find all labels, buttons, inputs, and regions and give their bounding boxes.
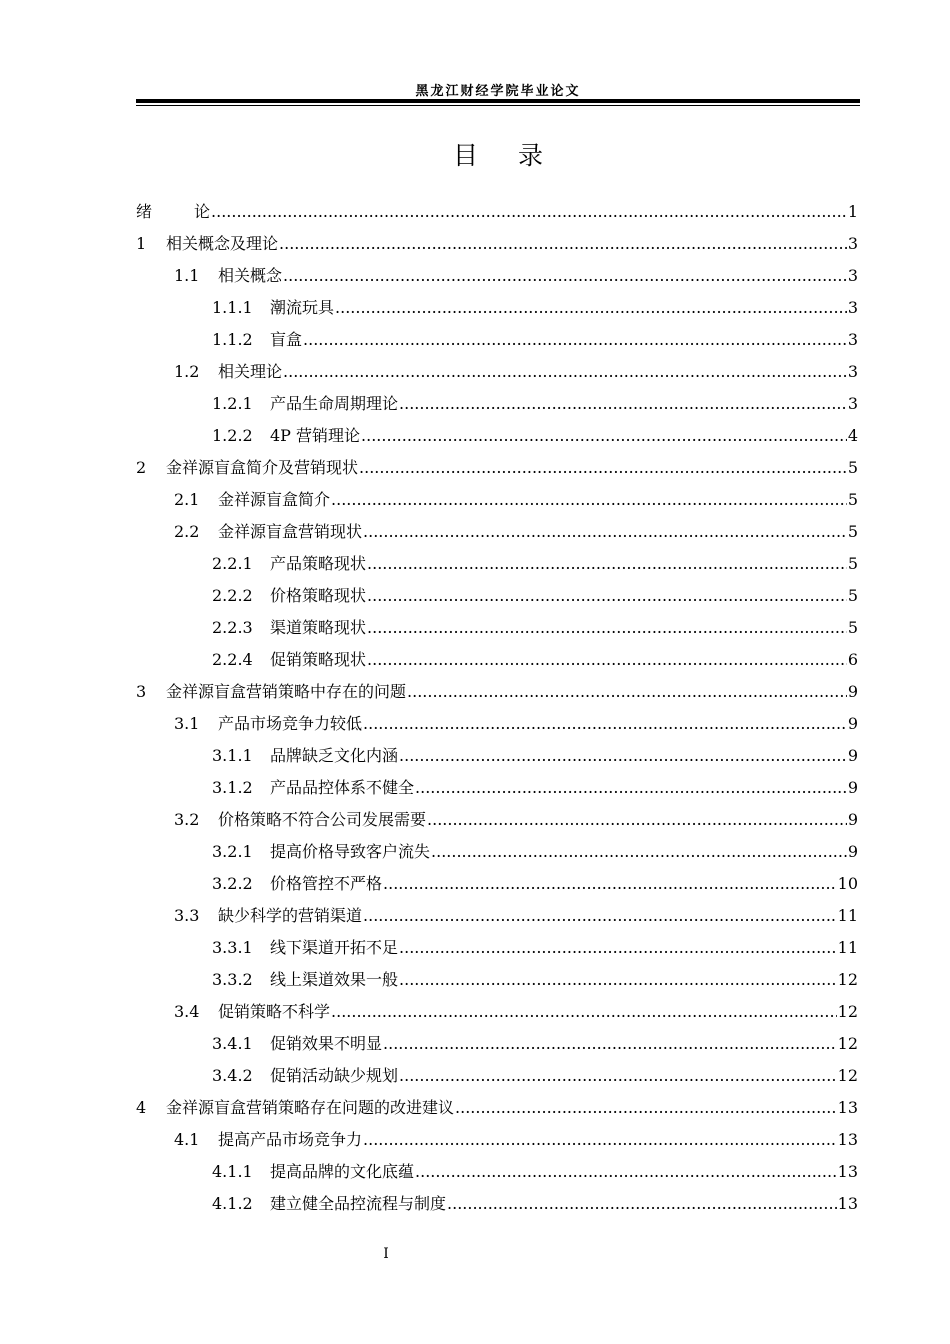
toc-leader-dots	[399, 746, 847, 766]
toc-entry-page: 12	[837, 1002, 858, 1021]
toc-leader-dots	[283, 362, 847, 382]
toc-entry-page: 13	[837, 1130, 858, 1149]
toc-entry-number: 3	[136, 682, 147, 701]
toc-entry-number: 2.2.4	[212, 650, 253, 669]
toc-leader-dots	[363, 906, 837, 926]
toc-entry-number: 4.1.1	[212, 1162, 253, 1181]
toc-entry-number: 3.1.1	[212, 746, 253, 765]
toc-entry[interactable]	[136, 638, 858, 670]
toc-leader-dots	[331, 1002, 837, 1022]
toc-leader-dots	[415, 778, 847, 798]
toc-entry-title: 相关概念	[218, 266, 283, 285]
toc-entry-page: 9	[847, 778, 858, 797]
toc-entry-title: 论	[194, 202, 211, 221]
toc-entry[interactable]	[136, 446, 858, 478]
toc-entry-number: 1.1.1	[212, 298, 253, 317]
toc-leader-dots	[431, 842, 847, 862]
toc-entry-title: 产品品控体系不健全	[270, 778, 415, 797]
toc-entry-number: 1.2	[174, 362, 200, 381]
toc-entry-title: 潮流玩具	[270, 298, 335, 317]
toc-entry-title: 价格管控不严格	[270, 874, 383, 893]
toc-entry[interactable]	[136, 1182, 858, 1214]
toc-entry-page: 9	[847, 714, 858, 733]
toc-leader-dots	[367, 650, 847, 670]
toc-entry-number: 3.2	[174, 810, 200, 829]
toc-entry-page: 11	[837, 938, 858, 957]
toc-leader-dots	[415, 1162, 837, 1182]
toc-entry-title: 建立健全品控流程与制度	[270, 1194, 447, 1213]
toc-entry-page: 12	[837, 1066, 858, 1085]
toc-entry[interactable]	[136, 894, 858, 926]
toc-leader-dots	[399, 938, 837, 958]
toc-entry-page: 11	[837, 906, 858, 925]
toc-entry-number: 1	[136, 234, 147, 253]
toc-leader-dots	[399, 394, 847, 414]
toc-entry-title: 4P 营销理论	[270, 426, 361, 445]
toc-leader-dots	[383, 874, 837, 894]
toc-entry-number: 3.2.2	[212, 874, 253, 893]
header-rule-thick	[136, 99, 860, 103]
toc-entry[interactable]	[136, 510, 858, 542]
toc-entry-title: 相关概念及理论	[166, 234, 279, 253]
toc-entry[interactable]	[136, 574, 858, 606]
toc-entry[interactable]	[136, 990, 858, 1022]
toc-entry-number: 2.2	[174, 522, 200, 541]
toc-leader-dots	[455, 1098, 837, 1118]
toc-entry-page: 5	[847, 586, 858, 605]
toc-entry[interactable]	[136, 1118, 858, 1150]
toc-entry-title: 促销策略现状	[270, 650, 367, 669]
toc-leader-dots	[363, 1130, 837, 1150]
toc-entry-page: 3	[847, 266, 858, 285]
toc-entry[interactable]	[136, 286, 858, 318]
toc-leader-dots	[361, 426, 847, 446]
toc-leader-dots	[367, 618, 847, 638]
toc-entry-number: 2	[136, 458, 147, 477]
toc-entry-number: 2.2.1	[212, 554, 253, 573]
toc-entry-title: 促销活动缺少规划	[270, 1066, 399, 1085]
toc-entry-page: 3	[847, 298, 858, 317]
toc-leader-dots	[331, 490, 847, 510]
toc-entry-page: 5	[847, 618, 858, 637]
toc-entry[interactable]	[136, 734, 858, 766]
toc-leader-dots	[399, 970, 837, 990]
toc-entry-number: 绪	[136, 202, 153, 221]
toc-entry[interactable]	[136, 830, 858, 862]
toc-entry[interactable]	[136, 1150, 858, 1182]
toc-leader-dots	[367, 554, 847, 574]
toc-entry-number: 2.2.2	[212, 586, 253, 605]
toc-entry[interactable]	[136, 606, 858, 638]
toc-entry-page: 13	[837, 1162, 858, 1181]
toc-entry[interactable]	[136, 350, 858, 382]
toc-entry[interactable]	[136, 414, 858, 446]
toc-entry-title: 促销策略不科学	[218, 1002, 331, 1021]
toc-entry-title: 产品市场竞争力较低	[218, 714, 363, 733]
toc-entry-title: 提高产品市场竞争力	[218, 1130, 363, 1149]
toc-entry-page: 9	[847, 810, 858, 829]
toc-leader-dots	[303, 330, 847, 350]
toc-entry-number: 3.3.1	[212, 938, 253, 957]
toc-entry-title: 价格策略不符合公司发展需要	[218, 810, 427, 829]
toc-entry[interactable]	[136, 190, 858, 222]
toc-entry-number: 3.3.2	[212, 970, 253, 989]
toc-entry[interactable]	[136, 798, 858, 830]
toc-entry-page: 3	[847, 394, 858, 413]
toc-entry-number: 1.2.1	[212, 394, 253, 413]
toc-entry[interactable]	[136, 926, 858, 958]
toc-entry-number: 2.1	[174, 490, 200, 509]
toc-entry-page: 9	[847, 842, 858, 861]
toc-leader-dots	[407, 682, 847, 702]
toc-entry[interactable]	[136, 222, 858, 254]
toc-leader-dots	[447, 1194, 837, 1214]
toc-leader-dots	[283, 266, 847, 286]
header-rule-thin	[136, 105, 860, 106]
running-header: 黑龙江财经学院毕业论文	[415, 84, 581, 99]
toc-entry-number: 3.4.2	[212, 1066, 253, 1085]
toc-entry-title: 提高品牌的文化底蕴	[270, 1162, 415, 1181]
toc-entry-number: 4	[136, 1098, 147, 1117]
toc-entry-number: 4.1.2	[212, 1194, 253, 1213]
toc-entry[interactable]	[136, 766, 858, 798]
toc-entry-page: 9	[847, 746, 858, 765]
toc-title: 目录	[452, 141, 583, 170]
toc-leader-dots	[383, 1034, 837, 1054]
toc-entry-page: 3	[847, 330, 858, 349]
toc-entry-title: 促销效果不明显	[270, 1034, 383, 1053]
toc-entry-title: 产品生命周期理论	[270, 394, 399, 413]
toc-entry-page: 13	[837, 1098, 858, 1117]
toc-leader-dots	[335, 298, 847, 318]
toc-entry[interactable]	[136, 1086, 858, 1118]
toc-entry-page: 9	[847, 682, 858, 701]
toc-entry-title: 相关理论	[218, 362, 283, 381]
toc-entry[interactable]	[136, 670, 858, 702]
toc-entry-title: 缺少科学的营销渠道	[218, 906, 363, 925]
toc-leader-dots	[427, 810, 847, 830]
toc-entry-page: 5	[847, 490, 858, 509]
toc-entry-title: 金祥源盲盒营销现状	[218, 522, 363, 541]
toc-entry-page: 3	[847, 362, 858, 381]
table-of-contents	[136, 190, 858, 1214]
toc-entry-number: 3.2.1	[212, 842, 253, 861]
toc-leader-dots	[399, 1066, 837, 1086]
toc-entry-title: 价格策略现状	[270, 586, 367, 605]
toc-entry-title: 金祥源盲盒营销策略存在问题的改进建议	[166, 1098, 455, 1117]
toc-entry[interactable]	[136, 862, 858, 894]
toc-entry-page: 4	[847, 426, 858, 445]
toc-leader-dots	[279, 234, 847, 254]
toc-leader-dots	[363, 714, 847, 734]
toc-entry-number: 3.3	[174, 906, 200, 925]
toc-entry-number: 1.1	[174, 266, 200, 285]
toc-entry-title: 金祥源盲盒简介及营销现状	[166, 458, 359, 477]
toc-entry-page: 12	[837, 1034, 858, 1053]
toc-entry-title: 盲盒	[270, 330, 303, 349]
toc-entry[interactable]	[136, 478, 858, 510]
toc-entry-title: 品牌缺乏文化内涵	[270, 746, 399, 765]
toc-entry-title: 渠道策略现状	[270, 618, 367, 637]
toc-entry[interactable]	[136, 318, 858, 350]
toc-entry-number: 1.1.2	[212, 330, 253, 349]
toc-entry-title: 线上渠道效果一般	[270, 970, 399, 989]
toc-entry[interactable]	[136, 702, 858, 734]
toc-entry-page: 1	[847, 202, 858, 221]
toc-entry[interactable]	[136, 254, 858, 286]
toc-entry-page: 5	[847, 458, 858, 477]
toc-leader-dots	[359, 458, 847, 478]
toc-entry-title: 金祥源盲盒营销策略中存在的问题	[166, 682, 407, 701]
toc-entry-page: 5	[847, 554, 858, 573]
toc-leader-dots	[363, 522, 847, 542]
toc-entry-title: 产品策略现状	[270, 554, 367, 573]
toc-entry-title: 提高价格导致客户流失	[270, 842, 431, 861]
toc-entry-number: 2.2.3	[212, 618, 253, 637]
toc-entry[interactable]	[136, 1054, 858, 1086]
toc-leader-dots	[211, 202, 847, 222]
toc-entry-number: 1.2.2	[212, 426, 253, 445]
toc-entry-page: 12	[837, 970, 858, 989]
toc-entry-number: 3.4	[174, 1002, 200, 1021]
toc-entry-page: 10	[837, 874, 858, 893]
toc-entry-page: 13	[837, 1194, 858, 1213]
toc-entry-page: 3	[847, 234, 858, 253]
toc-entry-title: 线下渠道开拓不足	[270, 938, 399, 957]
toc-entry[interactable]	[136, 382, 858, 414]
page-number: I	[383, 1246, 389, 1262]
toc-entry-number: 4.1	[174, 1130, 200, 1149]
toc-entry[interactable]	[136, 542, 858, 574]
toc-entry-number: 3.4.1	[212, 1034, 253, 1053]
toc-entry[interactable]	[136, 958, 858, 990]
toc-entry-number: 3.1.2	[212, 778, 253, 797]
toc-entry-title: 金祥源盲盒简介	[218, 490, 331, 509]
toc-entry[interactable]	[136, 1022, 858, 1054]
toc-entry-page: 6	[847, 650, 858, 669]
toc-entry-page: 5	[847, 522, 858, 541]
toc-entry-number: 3.1	[174, 714, 200, 733]
toc-leader-dots	[367, 586, 847, 606]
